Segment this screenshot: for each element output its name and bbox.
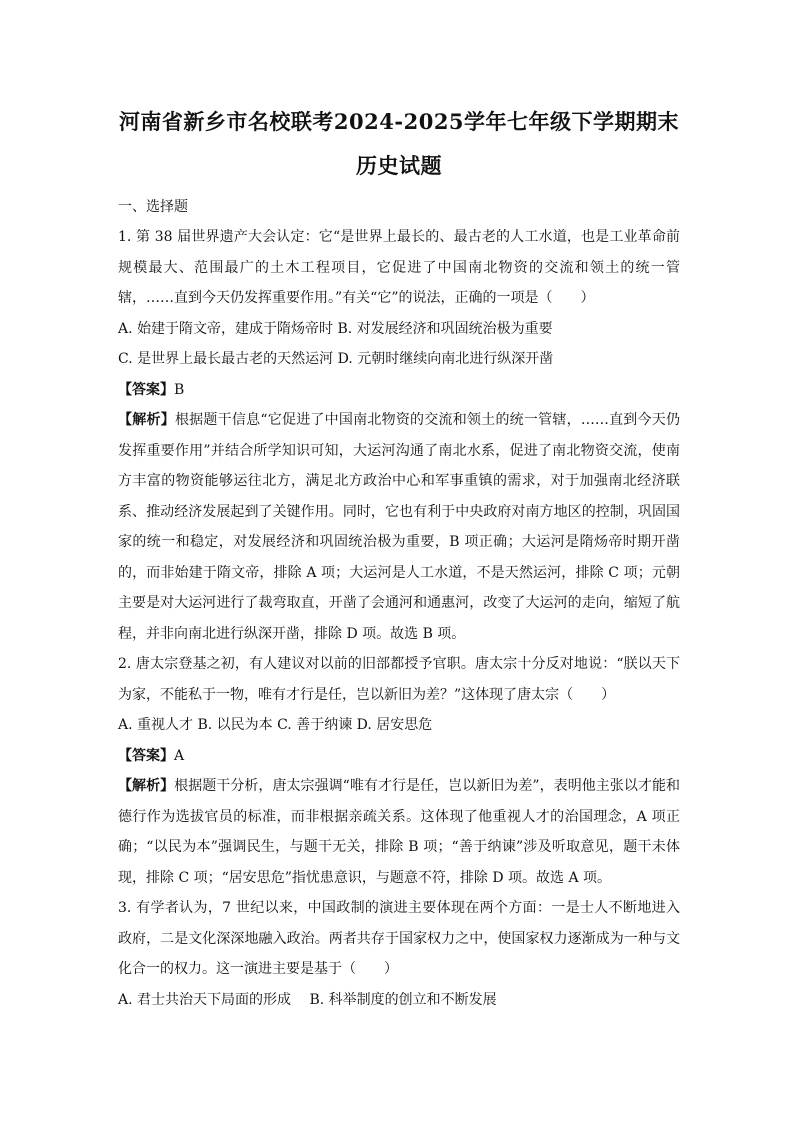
q2-analysis <box>118 771 680 893</box>
q1-analysis <box>118 405 680 649</box>
q2-answer <box>118 741 680 772</box>
answer-tag: 【答案】 <box>118 747 174 764</box>
answer-value: A <box>174 747 185 764</box>
analysis-tag: 【解析】 <box>118 412 175 428</box>
q3-options-ab: A. 君士共治天下局面的形成 B. 科举制度的创立和不断发展 <box>118 991 497 1008</box>
doc-title-line1: 河南省新乡市名校联考2024-2025学年七年级下学期期末 <box>118 109 680 134</box>
answer-tag: 【答案】 <box>118 381 174 398</box>
q1-options-ab: A. 始建于隋文帝，建成于隋炀帝时 B. 对发展经济和巩固统治极为重要 <box>118 320 553 337</box>
q1-options-cd: C. 是世界上最长最古老的天然运河 D. 元朝时继续向南北进行纵深开凿 <box>118 351 554 367</box>
q2-stem: 2. 唐太宗登基之初，有人建议对以前的旧部都授予官职。唐太宗十分反对地说：“朕以天下为家，不能私于一物，唯有才行是任，岂以新旧为差？”这体现了唐太宗（ ） <box>118 656 680 703</box>
q3-stem: 3. 有学者认为，7 世纪以来，中国政制的演进主要体现在两个方面：一是士人不断地进入政府，二是文化深深地融入政治。两者共存于国家权力之中，使国家权力逐渐成为一种与文化合一的权力。这一演进主要是基于（ ） <box>118 900 680 977</box>
q1-answer <box>118 375 680 406</box>
analysis-text: 根据题干分析，唐太宗强调“唯有才行是任，岂以新旧为差”，表明他主张以才能和德行作为选拔官员的标准，而非根据亲疏关系。这体现了他重视人才的治国理念，A 项正确；“以民为本”强调民生，与题干无关，排除 B 项；“善于纳谏”涉及听取意见，题干未体现，排除 C 项；“居安思危”指忧患意识，与题意不符，排除 D 项。故选 A 项。 <box>118 778 681 886</box>
q1-stem: 1. 第 38 届世界遗产大会认定：它“是世界上最长的、最古老的人工水道，也是工业革命前规模最大、范围最广的土木工程项目，它促进了中国南北物资的交流和领土的统一管辖，……直到今天仍发挥重要作用。”有关“它”的说法，正确的一项是（ ） <box>118 229 680 306</box>
q2-options: A. 重视人才 B. 以民为本 C. 善于纳谏 D. 居安思危 <box>118 717 433 733</box>
doc-title-line2: 历史试题 <box>356 153 442 178</box>
answer-value: B <box>174 381 185 398</box>
analysis-tag: 【解析】 <box>118 778 175 794</box>
section-heading: 一、选择题 <box>118 199 188 215</box>
analysis-text: 根据题干信息“它促进了中国南北物资的交流和领土的统一管辖，……直到今天仍发挥重要作用”并结合所学知识可知，大运河沟通了南北水系，促进了南北物资交流，使南方丰富的物资能够运往北方，满足北方政治中心和军事重镇的需求，对于加强南北经济联系、推动经济发展起到了关键作用。同时，它也有利于中央政府对南方地区的控制，巩固国家的统一和稳定，对发展经济和巩固统治极为重要，B 项正确；大运河是隋炀帝时期开凿的，而非始建于隋文帝，排除 A 项；大运河是人工水道，不是天然运河，排除 C 项；元朝主要是对大运河进行了裁弯取直，开凿了会通河和通惠河，改变了大运河的走向，缩短了航程，并非向南北进行纵深开凿，排除 D 项。故选 B 项。 <box>118 412 681 642</box>
